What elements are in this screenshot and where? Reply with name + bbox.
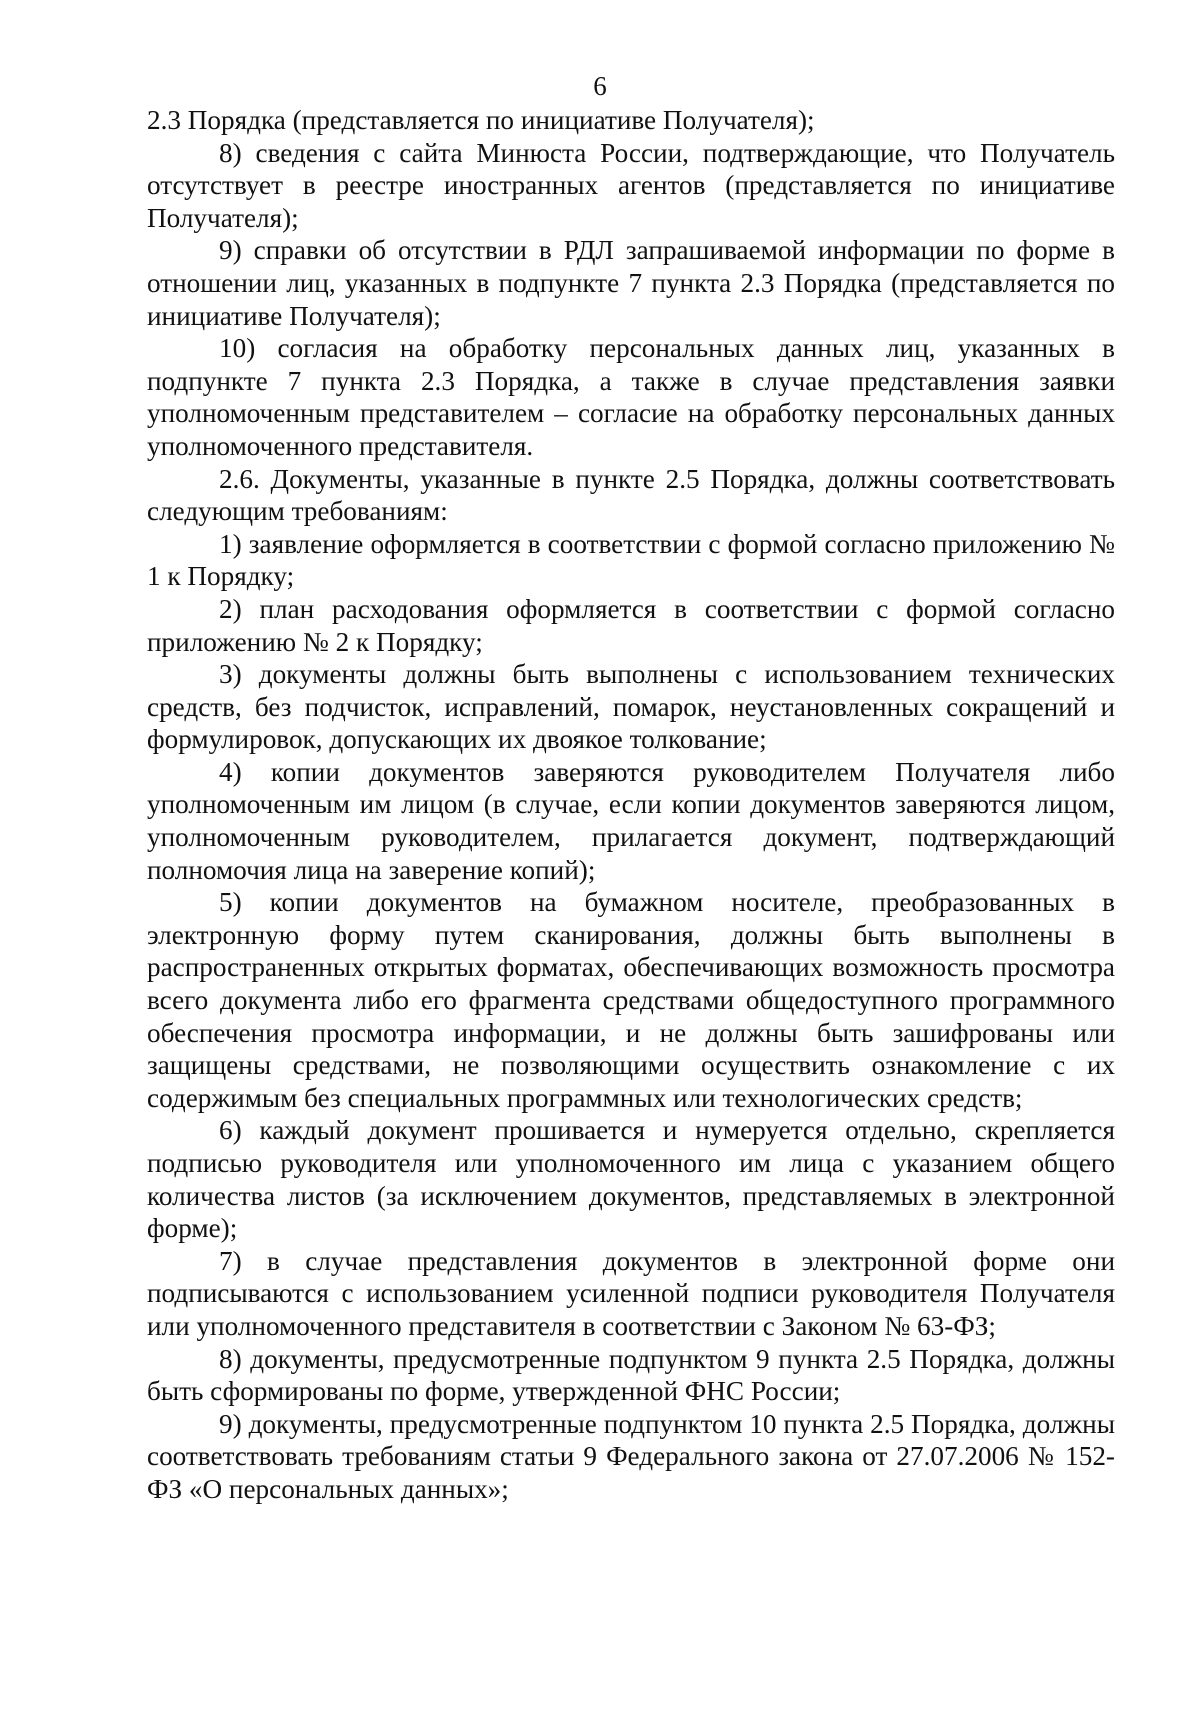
document-body bbox=[147, 104, 1115, 1506]
paragraph-requirement-7: 7) в случае представления документов в электронной форме они подписываются с использованием усиленной подписи руководителя Получателя или уполномоченного представителя в соответствии с Законом № 63-ФЗ; bbox=[147, 1245, 1115, 1341]
page-number: 6 bbox=[593, 71, 607, 101]
paragraph-requirement-5: 5) копии документов на бумажном носителе, преобразованных в электронную форму путем сканирования, должны быть выполнены в распространенных открытых форматах, обеспечивающих возможность просмотра всего документа либо его фрагмента средствами общедоступного программного обеспечения просмотра информации, и не должны быть зашифрованы или защищены средствами, не позволяющими осуществить ознакомление с их содержимым без специальных программных или технологических средств; bbox=[147, 887, 1115, 1113]
paragraph-requirement-2: 2) план расходования оформляется в соответствии с формой согласно приложению № 2 к Порядку; bbox=[147, 593, 1115, 657]
paragraph-item-9-rdl: 9) справки об отсутствии в РДЛ запрашиваемой информации по форме в отношении лиц, указанных в подпункте 7 пункта 2.3 Порядка (представляется по инициативе Получателя); bbox=[147, 235, 1115, 331]
paragraph-continuation: 2.3 Порядка (представляется по инициативе Получателя); bbox=[147, 105, 815, 135]
paragraph-requirement-6: 6) каждый документ прошивается и нумеруется отдельно, скрепляется подписью руководителя или уполномоченного им лица с указанием общего количества листов (за исключением документов, представляемых в электронной форме); bbox=[147, 1115, 1115, 1244]
paragraph-requirement-3: 3) документы должны быть выполнены с использованием технических средств, без подчисток, исправлений, помарок, неустановленных сокращений и формулировок, допускающих их двоякое толкование; bbox=[147, 659, 1115, 755]
paragraph-section-2-6: 2.6. Документы, указанные в пункте 2.5 Порядка, должны соответствовать следующим требованиям: bbox=[147, 463, 1115, 527]
paragraph-requirement-4: 4) копии документов заверяются руководителем Получателя либо уполномоченным им лицом (в случае, если копии документов заверяются лицом, уполномоченным руководителем, прилагается документ, подтверждающий полномочия лица на заверение копий); bbox=[147, 756, 1115, 885]
paragraph-requirement-8: 8) документы, предусмотренные подпунктом 9 пункта 2.5 Порядка, должны быть сформированы по форме, утвержденной ФНС России; bbox=[147, 1343, 1115, 1407]
paragraph-requirement-9: 9) документы, предусмотренные подпунктом 10 пункта 2.5 Порядка, должны соответствовать требованиям статьи 9 Федерального закона от 27.07.2006 № 152-ФЗ «О персональных данных»; bbox=[147, 1408, 1115, 1504]
paragraph-requirement-1: 1) заявление оформляется в соответствии с формой согласно приложению № 1 к Порядку; bbox=[147, 528, 1115, 592]
paragraph-item-8-minjust: 8) сведения с сайта Минюста России, подтверждающие, что Получатель отсутствует в реестре иностранных агентов (представляется по инициативе Получателя); bbox=[147, 137, 1115, 233]
paragraph-item-10-consent: 10) согласия на обработку персональных данных лиц, указанных в подпункте 7 пункта 2.3 Порядка, а также в случае представления заявки уполномоченным представителем – согласие на обработку персональных данных уполномоченного представителя. bbox=[147, 333, 1115, 461]
